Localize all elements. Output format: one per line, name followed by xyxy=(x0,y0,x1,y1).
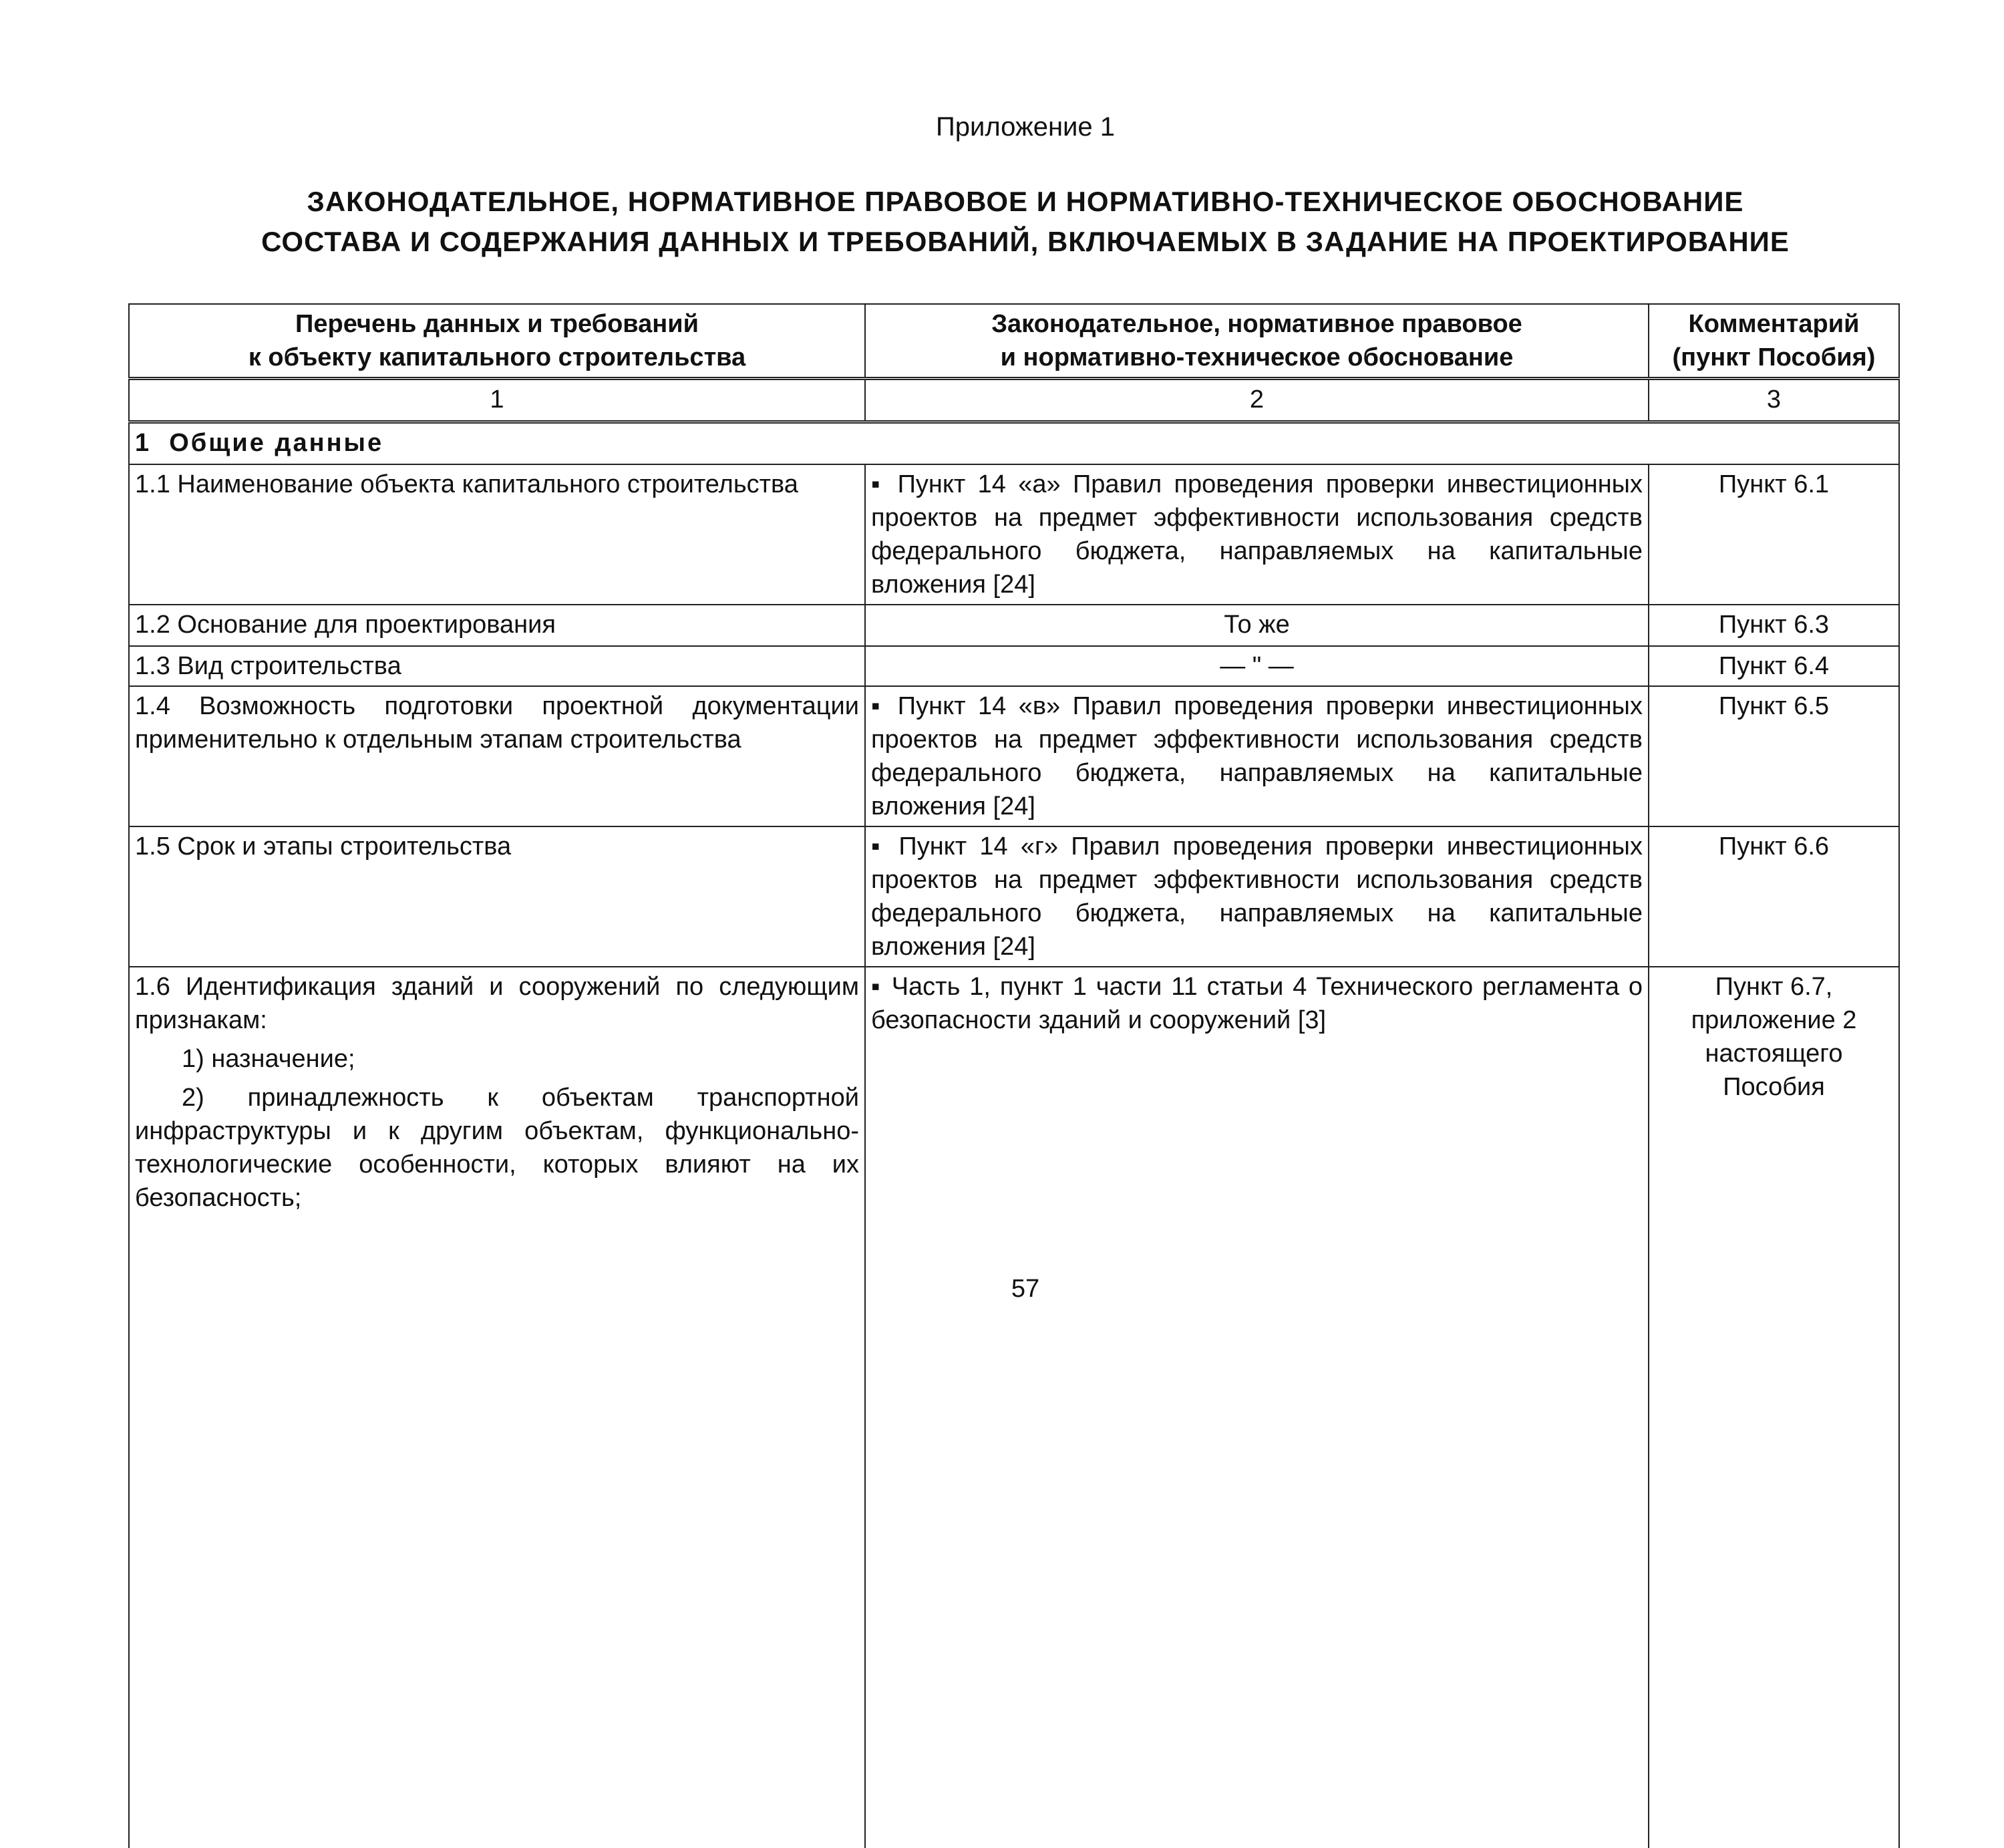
subitem: 2) принадлежность к объектам транспортной инфраструктуры и к другим объектам, функционально-технологические особенности, которых влияют на их безопасность; xyxy=(135,1084,859,1212)
column-number: 3 xyxy=(1649,379,1899,422)
heading-line: ЗАКОНОДАТЕЛЬНОЕ, НОРМАТИВНОЕ ПРАВОВОЕ И НОРМАТИВНО-ТЕХНИЧЕСКОЕ ОБОСНОВАНИЕ xyxy=(307,186,1744,217)
table-row xyxy=(129,826,1899,967)
column-number: 2 xyxy=(865,379,1649,422)
item-cell: 1.5 Срок и этапы строительства xyxy=(129,826,865,967)
item-text: 1.6 Идентификация зданий и сооружений по следующим признакам: xyxy=(135,973,859,1034)
table-row xyxy=(129,686,1899,826)
item-cell: 1.4 Возможность подготовки проектной документации применительно к отдельным этапам строительства xyxy=(129,686,865,826)
basis-cell: ▪ Пункт 14 «в» Правил проведения проверки инвестиционных проектов на предмет эффективности использования средств федерального бюджета, направляемых на капитальные вложения [24] xyxy=(865,686,1649,826)
table-row xyxy=(129,646,1899,686)
table-row xyxy=(129,605,1899,646)
basis-cell: ▪ Пункт 14 «г» Правил проведения проверки инвестиционных проектов на предмет эффективности использования средств федерального бюджета, направляемых на капитальные вложения [24] xyxy=(865,826,1649,967)
basis-cell: — " — xyxy=(865,646,1649,686)
item-cell: 1.1 Наименование объекта капитального строительства xyxy=(129,464,865,605)
header-col-2: Законодательное, нормативное правовое и нормативно-техническое обоснование xyxy=(865,304,1649,379)
header-row xyxy=(129,304,1899,379)
column-number-row xyxy=(129,379,1899,422)
requirements-table xyxy=(128,303,1900,1848)
table-row xyxy=(129,967,1899,1848)
comment-cell: Пункт 6.1 xyxy=(1649,464,1899,605)
column-number: 1 xyxy=(129,379,865,422)
page-number: 57 xyxy=(1011,1275,1040,1303)
section-title: 1 Общие данные xyxy=(129,422,1899,465)
basis-cell: То же xyxy=(865,605,1649,646)
section-row xyxy=(129,422,1899,465)
comment-cell: Пункт 6.6 xyxy=(1649,826,1899,967)
comment-cell: Пункт 6.4 xyxy=(1649,646,1899,686)
comment-cell: Пункт 6.3 xyxy=(1649,605,1899,646)
table-row xyxy=(129,464,1899,605)
subitem: 1) назначение; xyxy=(182,1045,355,1073)
basis-cell: ▪ Часть 1, пункт 1 части 11 статьи 4 Технического регламента о безопасности зданий и сооружений [3] xyxy=(865,967,1649,1848)
heading-line: СОСТАВА И СОДЕРЖАНИЯ ДАННЫХ И ТРЕБОВАНИЙ, ВКЛЮЧАЕМЫХ В ЗАДАНИЕ НА ПРОЕКТИРОВАНИЕ xyxy=(261,226,1790,257)
item-cell: 1.2 Основание для проектирования xyxy=(129,605,865,646)
document-heading xyxy=(0,182,2004,262)
comment-cell: Пункт 6.5 xyxy=(1649,686,1899,826)
comment-cell: Пункт 6.7, приложение 2 настоящего Пособия xyxy=(1649,967,1899,1848)
basis-cell: ▪ Пункт 14 «а» Правил проведения проверки инвестиционных проектов на предмет эффективности использования средств федерального бюджета, направляемых на капитальные вложения [24] xyxy=(865,464,1649,605)
appendix-label: Приложение 1 xyxy=(936,112,1115,142)
item-cell xyxy=(129,967,865,1848)
header-col-1: Перечень данных и требований к объекту капитального строительства xyxy=(129,304,865,379)
item-cell: 1.3 Вид строительства xyxy=(129,646,865,686)
header-col-3: Комментарий (пункт Пособия) xyxy=(1649,304,1899,379)
